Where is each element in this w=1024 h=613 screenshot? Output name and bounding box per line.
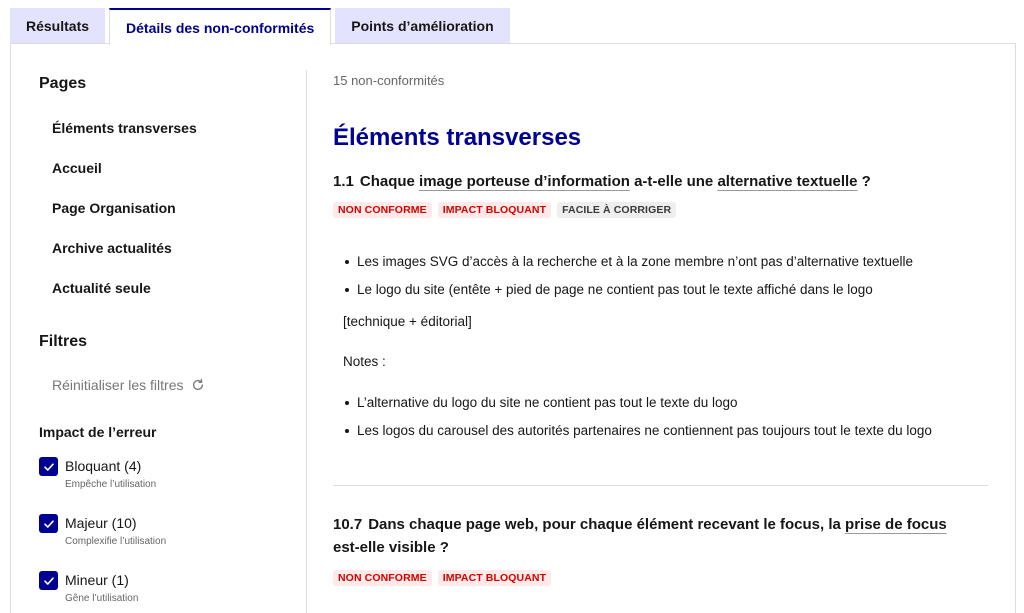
reset-filters-button[interactable] xyxy=(52,377,205,393)
status-badge: NON CONFORME xyxy=(333,570,432,586)
tab-points-amelioration[interactable]: Points d’amélioration xyxy=(335,8,509,43)
check-icon xyxy=(43,461,55,473)
criterion-number: 1.1 xyxy=(333,173,354,190)
criterion-title-text: est-elle visible ? xyxy=(333,539,449,556)
notes-list xyxy=(343,389,932,445)
filter-bloquant xyxy=(39,457,156,492)
criterion-badges xyxy=(333,570,551,586)
sidebar-item-page-organisation[interactable]: Page Organisation xyxy=(52,200,176,216)
mineur-checkbox[interactable] xyxy=(39,571,58,590)
impact-legend: Impact de l’erreur xyxy=(39,424,157,440)
difficulty-badge: FACILE À CORRIGER xyxy=(557,202,676,218)
criterion-title-text: a-t-elle une xyxy=(629,173,718,190)
filter-mineur xyxy=(39,571,138,606)
sidebar-item-archive-actualites[interactable]: Archive actualités xyxy=(52,240,172,256)
tab-bar xyxy=(10,8,514,44)
tag-note: [technique + éditorial] xyxy=(343,314,472,329)
criterion-title xyxy=(333,513,973,559)
sidebar-item-accueil[interactable]: Accueil xyxy=(52,160,102,176)
list-item: Les images SVG d’accès à la recherche et à la zone membre n’ont pas d’alternative textuelle xyxy=(343,248,913,276)
criterion-title xyxy=(333,170,973,193)
criterion-number: 10.7 xyxy=(333,516,363,533)
tab-details-non-conformites[interactable]: Détails des non-conformités xyxy=(109,8,331,45)
criterion-badges xyxy=(333,202,676,218)
bloquant-label[interactable]: Bloquant (4) xyxy=(65,458,142,474)
list-item: L’alternative du logo du site ne contient pas tout le texte du logo xyxy=(343,389,932,417)
list-item: Les logos du carousel des autorités partenaires ne contiennent pas toujours tout le texte du logo xyxy=(343,417,932,445)
check-icon xyxy=(43,575,55,587)
sidebar-item-actualite-seule[interactable]: Actualité seule xyxy=(52,280,151,296)
error-list xyxy=(343,248,913,304)
tab-panel xyxy=(10,43,1016,613)
sidebar-divider xyxy=(306,70,307,613)
criterion-divider xyxy=(333,485,988,486)
reset-filters-label: Réinitialiser les filtres xyxy=(52,377,184,393)
list-item: Le logo du site (entête + pied de page ne contient pas tout le texte affiché dans le logo xyxy=(343,276,913,304)
impact-badge: IMPACT BLOQUANT xyxy=(438,202,551,218)
filter-majeur xyxy=(39,514,166,549)
sidebar xyxy=(39,44,307,613)
sidebar-item-elements-transverses[interactable]: Éléments transverses xyxy=(52,120,197,136)
main-content xyxy=(333,44,993,613)
status-badge: NON CONFORME xyxy=(333,202,432,218)
bloquant-checkbox[interactable] xyxy=(39,457,58,476)
refresh-icon xyxy=(191,378,205,392)
criterion-title-text: Dans chaque page web, pour chaque élément recevant le focus, la xyxy=(368,516,846,533)
notes-label: Notes : xyxy=(343,354,386,369)
glossary-link-image-porteuse[interactable]: image porteuse d’information xyxy=(419,173,630,190)
mineur-hint: Gêne l’utilisation xyxy=(65,593,139,604)
criterion-title-text: ? xyxy=(857,173,871,190)
filters-heading: Filtres xyxy=(39,333,88,350)
criterion-title-text: Chaque xyxy=(359,173,420,190)
bloquant-hint: Empêche l’utilisation xyxy=(65,479,157,490)
non-conformities-count: 15 non-conformités xyxy=(333,73,445,88)
section-title: Éléments transverses xyxy=(333,124,582,151)
impact-badge: IMPACT BLOQUANT xyxy=(438,570,551,586)
majeur-label[interactable]: Majeur (10) xyxy=(65,515,137,531)
tab-resultats[interactable]: Résultats xyxy=(10,8,105,43)
pages-heading: Pages xyxy=(39,75,87,92)
check-icon xyxy=(43,518,55,530)
majeur-hint: Complexifie l’utilisation xyxy=(65,536,167,547)
glossary-link-alternative-textuelle[interactable]: alternative textuelle xyxy=(717,173,858,190)
glossary-link-prise-de-focus[interactable]: prise de focus xyxy=(845,516,947,533)
mineur-label[interactable]: Mineur (1) xyxy=(65,572,129,588)
majeur-checkbox[interactable] xyxy=(39,514,58,533)
